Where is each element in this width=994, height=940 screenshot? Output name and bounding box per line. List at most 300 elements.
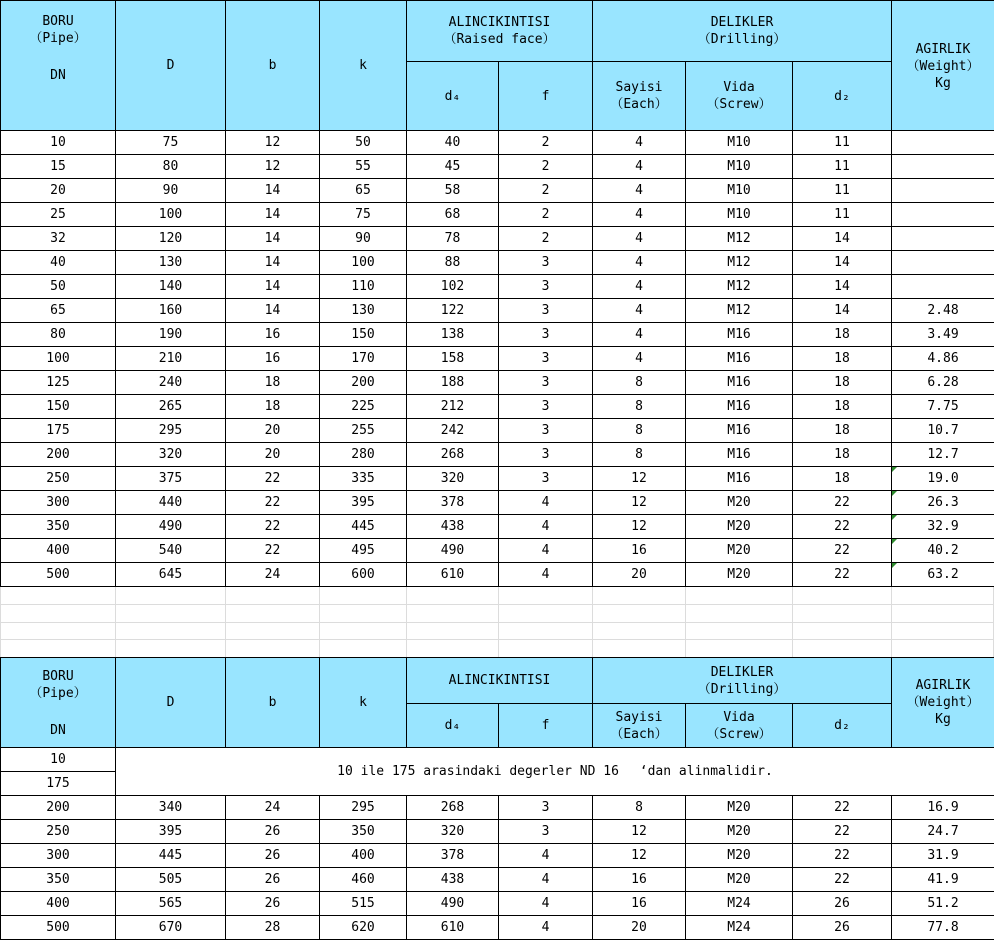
cell-k: 75 [320, 203, 407, 227]
cell-d2: 18 [793, 467, 892, 491]
cell-d2: 18 [793, 443, 892, 467]
cell-k: 90 [320, 227, 407, 251]
cell-d4: 320 [407, 820, 499, 844]
cell-f: 3 [499, 299, 593, 323]
table-row [1, 371, 994, 395]
cell-D: 190 [116, 323, 226, 347]
cell-f: 3 [499, 467, 593, 491]
cell-f: 4 [499, 844, 593, 868]
cell-vida: M12 [686, 275, 793, 299]
cell-d2: 22 [793, 820, 892, 844]
header-f: f [499, 62, 593, 131]
table-row [1, 467, 994, 491]
cell-dn: 50 [1, 275, 116, 299]
table-row [1, 419, 994, 443]
note-dn-end: 175 [1, 772, 116, 796]
cell-weight [892, 155, 994, 179]
table-row [1, 515, 994, 539]
cell-f: 3 [499, 323, 593, 347]
cell-vida: M20 [686, 796, 793, 820]
cell-sayisi: 8 [593, 443, 686, 467]
cell-weight: 51.2 [892, 892, 994, 916]
cell-dn: 300 [1, 844, 116, 868]
cell-weight: 10.7 [892, 419, 994, 443]
cell-b: 26 [226, 892, 320, 916]
cell-f: 2 [499, 227, 593, 251]
table-row [1, 868, 994, 892]
cell-vida: M20 [686, 491, 793, 515]
cell-dn: 175 [1, 419, 116, 443]
table-row [1, 539, 994, 563]
cell-k: 460 [320, 868, 407, 892]
cell-d4: 610 [407, 563, 499, 587]
cell-D: 130 [116, 251, 226, 275]
table-row [1, 203, 994, 227]
header-d2-2: d₂ [793, 704, 892, 748]
cell-b: 26 [226, 844, 320, 868]
cell-sayisi: 4 [593, 347, 686, 371]
cell-d2: 14 [793, 275, 892, 299]
cell-D: 90 [116, 179, 226, 203]
header-sayisi-2: Sayisi （Each） [593, 704, 686, 748]
cell-b: 22 [226, 467, 320, 491]
cell-d4: 490 [407, 539, 499, 563]
cell-dn: 32 [1, 227, 116, 251]
table-row [1, 251, 994, 275]
cell-d2: 14 [793, 251, 892, 275]
cell-dn: 350 [1, 868, 116, 892]
table-row [1, 227, 994, 251]
cell-dn: 25 [1, 203, 116, 227]
table-row [1, 892, 994, 916]
cell-D: 340 [116, 796, 226, 820]
cell-D: 75 [116, 131, 226, 155]
cell-f: 4 [499, 515, 593, 539]
cell-dn: 400 [1, 539, 116, 563]
cell-D: 295 [116, 419, 226, 443]
cell-D: 100 [116, 203, 226, 227]
cell-weight: 6.28 [892, 371, 994, 395]
header-boru-2: BORU （Pipe） DN [1, 658, 116, 748]
cell-sayisi: 4 [593, 299, 686, 323]
cell-sayisi: 8 [593, 796, 686, 820]
cell-k: 130 [320, 299, 407, 323]
cell-b: 16 [226, 323, 320, 347]
cell-f: 3 [499, 820, 593, 844]
cell-D: 80 [116, 155, 226, 179]
cell-d2: 14 [793, 227, 892, 251]
header-d4: d₄ [407, 62, 499, 131]
cell-sayisi: 4 [593, 251, 686, 275]
cell-D: 670 [116, 916, 226, 940]
cell-d2: 14 [793, 299, 892, 323]
cell-k: 620 [320, 916, 407, 940]
cell-vida: M10 [686, 155, 793, 179]
cell-k: 445 [320, 515, 407, 539]
cell-sayisi: 12 [593, 515, 686, 539]
cell-f: 2 [499, 179, 593, 203]
cell-d4: 268 [407, 443, 499, 467]
cell-b: 14 [226, 203, 320, 227]
cell-d4: 68 [407, 203, 499, 227]
cell-d4: 188 [407, 371, 499, 395]
cell-b: 14 [226, 179, 320, 203]
cell-d2: 26 [793, 892, 892, 916]
cell-k: 55 [320, 155, 407, 179]
header-b-2: b [226, 658, 320, 748]
cell-vida: M10 [686, 179, 793, 203]
cell-d2: 22 [793, 515, 892, 539]
cell-weight: 7.75 [892, 395, 994, 419]
cell-sayisi: 4 [593, 179, 686, 203]
cell-b: 12 [226, 155, 320, 179]
cell-d4: 58 [407, 179, 499, 203]
table-row [1, 395, 994, 419]
cell-sayisi: 8 [593, 419, 686, 443]
cell-vida: M10 [686, 131, 793, 155]
header-vida-2: Vida （Screw） [686, 704, 793, 748]
cell-dn: 200 [1, 796, 116, 820]
cell-d4: 438 [407, 868, 499, 892]
cell-sayisi: 8 [593, 371, 686, 395]
cell-vida: M24 [686, 916, 793, 940]
cell-vida: M20 [686, 844, 793, 868]
cell-D: 645 [116, 563, 226, 587]
cell-f: 3 [499, 275, 593, 299]
header-weight: AGIRLIK （Weight） Kg [892, 1, 994, 131]
header-f-2: f [499, 704, 593, 748]
cell-d2: 22 [793, 844, 892, 868]
cell-k: 280 [320, 443, 407, 467]
cell-k: 100 [320, 251, 407, 275]
cell-f: 4 [499, 916, 593, 940]
cell-weight: 2.48 [892, 299, 994, 323]
cell-d4: 138 [407, 323, 499, 347]
table-row [1, 179, 994, 203]
cell-b: 18 [226, 371, 320, 395]
cell-d2: 26 [793, 916, 892, 940]
cell-d4: 490 [407, 892, 499, 916]
cell-f: 3 [499, 796, 593, 820]
header-drilling: DELIKLER （Drilling） [593, 1, 892, 62]
header-vida: Vida （Screw） [686, 62, 793, 131]
cell-sayisi: 12 [593, 467, 686, 491]
cell-D: 140 [116, 275, 226, 299]
cell-d2: 22 [793, 796, 892, 820]
header-b: b [226, 1, 320, 131]
cell-sayisi: 4 [593, 323, 686, 347]
cell-vida: M24 [686, 892, 793, 916]
cell-D: 440 [116, 491, 226, 515]
cell-vida: M12 [686, 299, 793, 323]
cell-sayisi: 16 [593, 539, 686, 563]
cell-k: 110 [320, 275, 407, 299]
cell-d4: 242 [407, 419, 499, 443]
cell-d2: 11 [793, 131, 892, 155]
cell-f: 4 [499, 539, 593, 563]
cell-b: 22 [226, 539, 320, 563]
note-dn-start: 10 [1, 748, 116, 772]
note-text: 10 ile 175 arasindaki degerler ND 16 ‘dan alinmalidir. [116, 748, 994, 796]
cell-dn: 500 [1, 916, 116, 940]
cell-vida: M20 [686, 515, 793, 539]
cell-sayisi: 20 [593, 916, 686, 940]
cell-f: 2 [499, 155, 593, 179]
cell-D: 445 [116, 844, 226, 868]
cell-b: 12 [226, 131, 320, 155]
cell-k: 170 [320, 347, 407, 371]
cell-d2: 22 [793, 539, 892, 563]
cell-weight: 40.2 [892, 539, 994, 563]
cell-d2: 22 [793, 491, 892, 515]
cell-vida: M20 [686, 820, 793, 844]
cell-sayisi: 16 [593, 868, 686, 892]
table-row [1, 916, 994, 940]
cell-weight [892, 251, 994, 275]
cell-b: 28 [226, 916, 320, 940]
cell-weight: 16.9 [892, 796, 994, 820]
header-drilling-2: DELIKLER （Drilling） [593, 658, 892, 704]
cell-sayisi: 4 [593, 227, 686, 251]
cell-dn: 200 [1, 443, 116, 467]
cell-b: 14 [226, 251, 320, 275]
cell-d2: 22 [793, 868, 892, 892]
cell-D: 540 [116, 539, 226, 563]
cell-b: 22 [226, 491, 320, 515]
cell-vida: M16 [686, 323, 793, 347]
cell-dn: 250 [1, 820, 116, 844]
table-row [1, 796, 994, 820]
table-row [1, 563, 994, 587]
cell-f: 3 [499, 419, 593, 443]
cell-d4: 610 [407, 916, 499, 940]
table-row [1, 323, 994, 347]
header-weight-2: AGIRLIK （Weight） Kg [892, 658, 994, 748]
cell-weight [892, 131, 994, 155]
cell-d2: 11 [793, 203, 892, 227]
cell-sayisi: 20 [593, 563, 686, 587]
cell-b: 14 [226, 275, 320, 299]
cell-vida: M16 [686, 395, 793, 419]
cell-dn: 125 [1, 371, 116, 395]
cell-dn: 350 [1, 515, 116, 539]
cell-sayisi: 4 [593, 203, 686, 227]
cell-d2: 22 [793, 563, 892, 587]
cell-dn: 100 [1, 347, 116, 371]
cell-D: 395 [116, 820, 226, 844]
cell-d4: 102 [407, 275, 499, 299]
cell-D: 320 [116, 443, 226, 467]
cell-sayisi: 12 [593, 820, 686, 844]
table-row [1, 844, 994, 868]
cell-f: 3 [499, 347, 593, 371]
cell-k: 400 [320, 844, 407, 868]
cell-weight [892, 203, 994, 227]
cell-dn: 80 [1, 323, 116, 347]
cell-weight: 4.86 [892, 347, 994, 371]
cell-d4: 378 [407, 844, 499, 868]
cell-vida: M16 [686, 467, 793, 491]
cell-b: 14 [226, 227, 320, 251]
cell-dn: 300 [1, 491, 116, 515]
cell-d4: 438 [407, 515, 499, 539]
cell-weight: 26.3 [892, 491, 994, 515]
cell-weight: 63.2 [892, 563, 994, 587]
cell-vida: M20 [686, 563, 793, 587]
cell-b: 14 [226, 299, 320, 323]
cell-weight [892, 227, 994, 251]
cell-k: 350 [320, 820, 407, 844]
empty-grid-area [0, 587, 994, 657]
cell-weight: 24.7 [892, 820, 994, 844]
cell-D: 240 [116, 371, 226, 395]
cell-weight: 31.9 [892, 844, 994, 868]
cell-d2: 11 [793, 155, 892, 179]
cell-b: 16 [226, 347, 320, 371]
cell-dn: 10 [1, 131, 116, 155]
cell-k: 50 [320, 131, 407, 155]
cell-b: 26 [226, 868, 320, 892]
cell-weight: 32.9 [892, 515, 994, 539]
cell-f: 4 [499, 491, 593, 515]
cell-vida: M16 [686, 371, 793, 395]
cell-weight: 41.9 [892, 868, 994, 892]
cell-sayisi: 4 [593, 275, 686, 299]
cell-b: 18 [226, 395, 320, 419]
cell-dn: 250 [1, 467, 116, 491]
cell-b: 24 [226, 796, 320, 820]
cell-f: 3 [499, 371, 593, 395]
cell-vida: M10 [686, 203, 793, 227]
cell-D: 565 [116, 892, 226, 916]
cell-vida: M16 [686, 347, 793, 371]
table2-body [1, 796, 994, 940]
cell-sayisi: 4 [593, 155, 686, 179]
table-row [1, 131, 994, 155]
cell-f: 2 [499, 131, 593, 155]
cell-D: 160 [116, 299, 226, 323]
cell-dn: 400 [1, 892, 116, 916]
cell-b: 24 [226, 563, 320, 587]
cell-dn: 20 [1, 179, 116, 203]
cell-sayisi: 12 [593, 844, 686, 868]
cell-k: 395 [320, 491, 407, 515]
cell-sayisi: 16 [593, 892, 686, 916]
cell-D: 265 [116, 395, 226, 419]
cell-sayisi: 4 [593, 131, 686, 155]
cell-D: 505 [116, 868, 226, 892]
cell-dn: 40 [1, 251, 116, 275]
table-row [1, 820, 994, 844]
header-raised-face: ALINCIKINTISI （Raised face） [407, 1, 593, 62]
cell-b: 20 [226, 443, 320, 467]
cell-d4: 40 [407, 131, 499, 155]
cell-f: 3 [499, 251, 593, 275]
cell-weight: 19.0 [892, 467, 994, 491]
cell-k: 335 [320, 467, 407, 491]
cell-d4: 158 [407, 347, 499, 371]
cell-sayisi: 8 [593, 395, 686, 419]
cell-f: 2 [499, 203, 593, 227]
cell-dn: 150 [1, 395, 116, 419]
cell-f: 4 [499, 868, 593, 892]
cell-d2: 18 [793, 347, 892, 371]
cell-d4: 212 [407, 395, 499, 419]
cell-D: 120 [116, 227, 226, 251]
cell-k: 65 [320, 179, 407, 203]
cell-k: 515 [320, 892, 407, 916]
cell-weight [892, 179, 994, 203]
cell-k: 150 [320, 323, 407, 347]
cell-vida: M12 [686, 251, 793, 275]
flange-table-pn25 [0, 657, 994, 940]
cell-d2: 18 [793, 323, 892, 347]
cell-weight: 77.8 [892, 916, 994, 940]
cell-D: 490 [116, 515, 226, 539]
cell-d4: 268 [407, 796, 499, 820]
header-d2: d₂ [793, 62, 892, 131]
cell-weight [892, 275, 994, 299]
cell-d2: 11 [793, 179, 892, 203]
table-row [1, 299, 994, 323]
cell-k: 295 [320, 796, 407, 820]
cell-d4: 378 [407, 491, 499, 515]
cell-f: 4 [499, 892, 593, 916]
header-d4-2: d₄ [407, 704, 499, 748]
table-row [1, 347, 994, 371]
table1-body [1, 131, 994, 587]
cell-b: 20 [226, 419, 320, 443]
cell-vida: M16 [686, 419, 793, 443]
cell-vida: M16 [686, 443, 793, 467]
cell-D: 210 [116, 347, 226, 371]
cell-d4: 320 [407, 467, 499, 491]
cell-b: 26 [226, 820, 320, 844]
table-row [1, 491, 994, 515]
header-raised-face-2: ALINCIKINTISI [407, 658, 593, 704]
cell-dn: 65 [1, 299, 116, 323]
cell-D: 375 [116, 467, 226, 491]
cell-vida: M12 [686, 227, 793, 251]
cell-f: 3 [499, 443, 593, 467]
header-k-2: k [320, 658, 407, 748]
cell-vida: M20 [686, 868, 793, 892]
cell-d4: 88 [407, 251, 499, 275]
cell-sayisi: 12 [593, 491, 686, 515]
header-D: D [116, 1, 226, 131]
cell-dn: 15 [1, 155, 116, 179]
header-boru: BORU （Pipe） DN [1, 1, 116, 131]
cell-d4: 122 [407, 299, 499, 323]
header-sayisi: Sayisi （Each） [593, 62, 686, 131]
header-D-2: D [116, 658, 226, 748]
cell-k: 255 [320, 419, 407, 443]
cell-vida: M20 [686, 539, 793, 563]
cell-d4: 78 [407, 227, 499, 251]
cell-f: 3 [499, 395, 593, 419]
cell-k: 225 [320, 395, 407, 419]
cell-k: 600 [320, 563, 407, 587]
table-row [1, 275, 994, 299]
cell-weight: 12.7 [892, 443, 994, 467]
cell-dn: 500 [1, 563, 116, 587]
cell-d2: 18 [793, 395, 892, 419]
cell-k: 495 [320, 539, 407, 563]
cell-d2: 18 [793, 371, 892, 395]
cell-weight: 3.49 [892, 323, 994, 347]
cell-d2: 18 [793, 419, 892, 443]
table-row [1, 155, 994, 179]
